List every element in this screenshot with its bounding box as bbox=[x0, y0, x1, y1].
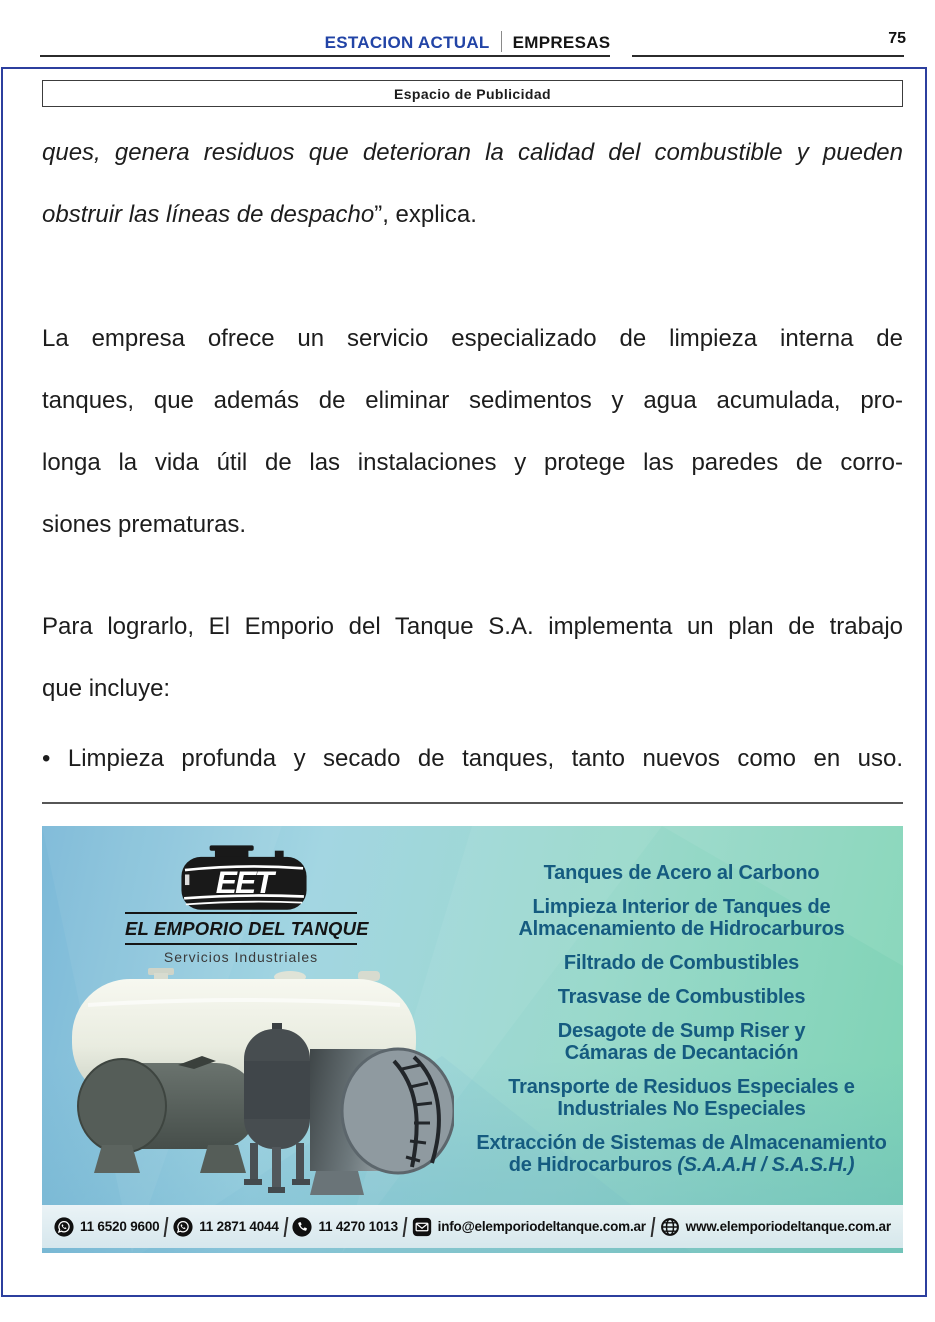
contact-separator bbox=[283, 1217, 288, 1237]
whatsapp-icon bbox=[173, 1217, 193, 1237]
service-item: Filtrado de Combustibles bbox=[563, 952, 800, 974]
section-title: EMPRESAS bbox=[512, 33, 611, 52]
paragraph1-line1: ques, genera residuos que deterioran la calidad del combustible y pueden bbox=[42, 139, 903, 166]
company-rule-bottom bbox=[125, 943, 357, 945]
bullet-item: • Limpieza profunda y secado de tanques, tanto nuevos como en uso. bbox=[42, 745, 903, 772]
page-number: 75 bbox=[888, 30, 906, 47]
eet-tank-logo-icon bbox=[175, 841, 313, 915]
article-body bbox=[42, 122, 903, 790]
company-name: EL EMPORIO DEL TANQUE bbox=[125, 918, 369, 939]
header-rule-right bbox=[632, 55, 904, 57]
paragraph2-line1: La empresa ofrece un servicio especializado de limpieza interna de bbox=[42, 325, 903, 352]
mail-icon bbox=[412, 1217, 432, 1237]
globe-icon bbox=[660, 1217, 680, 1237]
contact-whatsapp-1: 11 6520 9600 bbox=[54, 1217, 159, 1237]
company-block bbox=[125, 912, 369, 965]
service-item: Desagote de Sump Riser y Cámaras de Decantación bbox=[557, 1020, 806, 1064]
tanks-photo bbox=[58, 965, 454, 1209]
contact-separator bbox=[164, 1217, 169, 1237]
service-item: Trasvase de Combustibles bbox=[557, 986, 806, 1008]
quote-text: obstruir las líneas de despacho bbox=[42, 201, 375, 228]
paragraph3-line2: que incluye: bbox=[42, 675, 171, 702]
phone-icon bbox=[292, 1217, 312, 1237]
ad-top-rule bbox=[42, 802, 903, 804]
header-divider bbox=[501, 31, 502, 52]
contact-separator bbox=[650, 1217, 655, 1237]
paragraph2-line4: siones prematuras. bbox=[42, 511, 247, 538]
paragraph1-line2 bbox=[42, 184, 903, 246]
service-item: Transporte de Residuos Especiales e Industriales No Especiales bbox=[508, 1076, 855, 1120]
contact-separator bbox=[402, 1217, 407, 1237]
paragraph2-line3: longa la vida útil de las instalaciones y protege las paredes de corro- bbox=[42, 449, 903, 476]
contact-whatsapp-2: 11 2871 4044 bbox=[173, 1217, 278, 1237]
advertisement bbox=[42, 826, 903, 1253]
quote-attribution: ”, explica. bbox=[374, 201, 477, 228]
company-tagline: Servicios Industriales bbox=[163, 949, 319, 965]
contact-phone: 11 4270 1013 bbox=[292, 1217, 397, 1237]
ad-space-label-box bbox=[42, 80, 903, 107]
contact-website: www.elemporiodeltanque.com.ar bbox=[660, 1217, 891, 1237]
service-note-italic: (S.A.A.H / S.A.S.H.) bbox=[677, 1154, 855, 1176]
services-list bbox=[460, 862, 903, 1176]
contact-email: info@elemporiodeltanque.com.ar bbox=[412, 1217, 646, 1237]
page-header bbox=[0, 31, 935, 53]
ad-space-label: Espacio de Publicidad bbox=[394, 85, 551, 102]
contact-bar bbox=[42, 1205, 903, 1248]
service-item: Extracción de Sistemas de Almacenamiento de Hidrocarburos (S.A.A.H / S.A.S.H.) bbox=[476, 1132, 887, 1176]
whatsapp-icon bbox=[54, 1217, 74, 1237]
paragraph3-line1: Para lograrlo, El Emporio del Tanque S.A. implementa un plan de trabajo bbox=[42, 613, 903, 640]
service-item: Limpieza Interior de Tanques de Almacenamiento de Hidrocarburos bbox=[518, 896, 845, 940]
header-rule-left bbox=[40, 55, 610, 57]
paragraph2-line2: tanques, que además de eliminar sedimentos y agua acumulada, pro- bbox=[42, 387, 903, 414]
magazine-brand: ESTACION ACTUAL bbox=[324, 33, 490, 52]
logo-acronym: EET bbox=[215, 863, 273, 900]
service-item: Tanques de Acero al Carbono bbox=[543, 862, 820, 884]
